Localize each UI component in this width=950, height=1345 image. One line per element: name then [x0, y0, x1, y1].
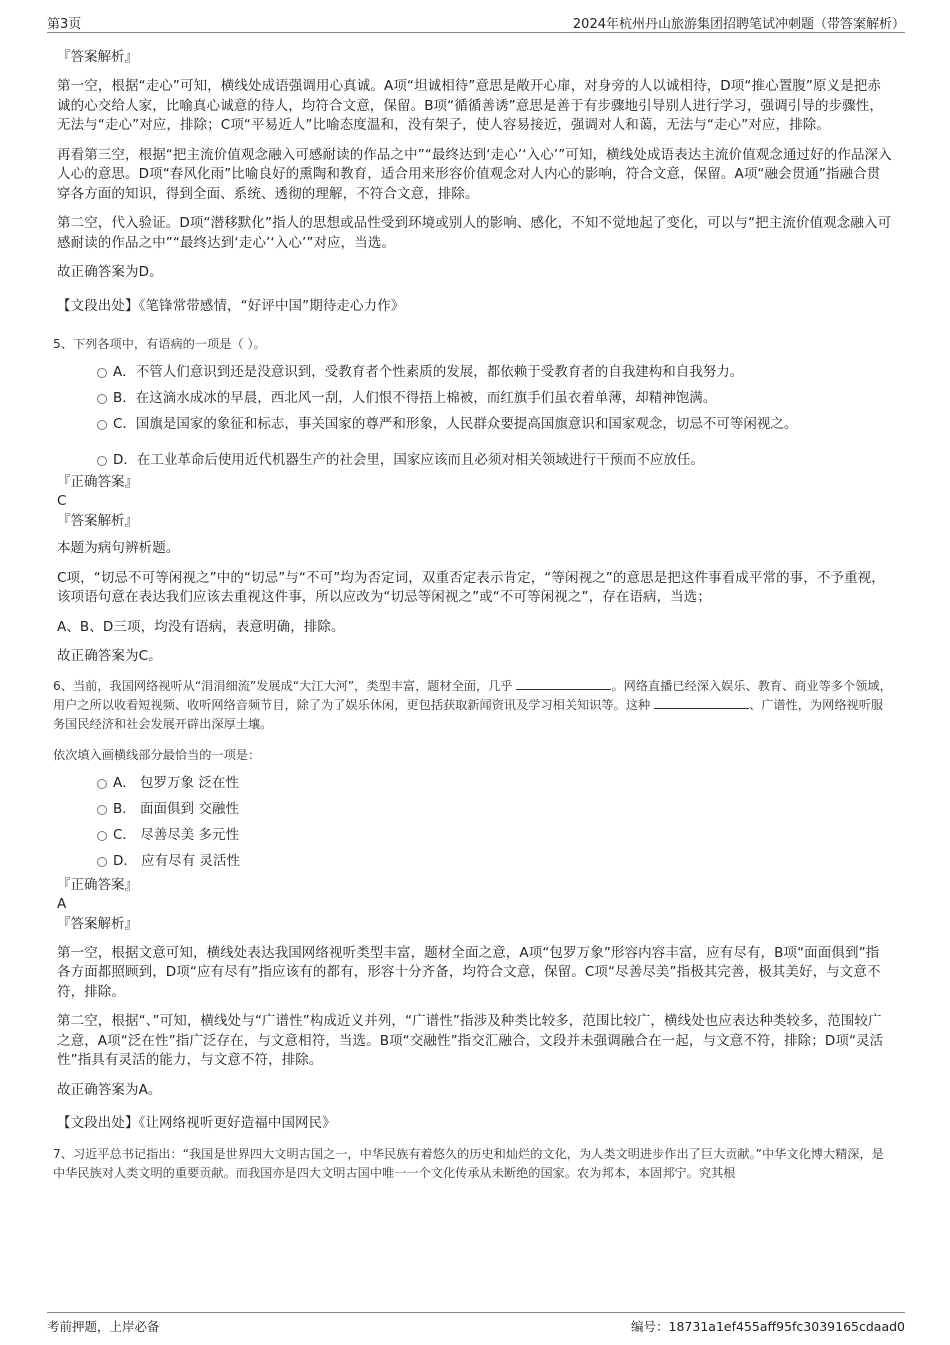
fill-blank — [516, 679, 611, 690]
radio-button[interactable] — [97, 779, 107, 789]
analysis-tag: 『答案解析』 — [57, 49, 138, 65]
correct-answer: A — [57, 895, 67, 912]
radio-button[interactable] — [97, 394, 107, 404]
radio-button[interactable] — [97, 805, 107, 815]
question-7: 7、习近平总书记指出：“我国是世界四大文明古国之一，中华民族有着悠久的历史和灿烂的文化，为人类文明进步作出了巨大贡献。”中华文化博大精深，是中华民族对人类文明的重要贡献。而我国亦是四大文明古国中唯一一个文化传承从未断绝的国家。农为邦本，本固邦宁。究其根 — [53, 1146, 884, 1180]
conclusion: 故正确答案为A。 — [57, 1081, 162, 1098]
question-5: 5、下列各项中，有语病的一项是（ ）。 — [53, 337, 266, 351]
option-b[interactable]: B．在这滴水成冰的早晨，西北风一刮，人们恨不得捂上棉被，而红旗手们虽衣着单薄，却精神饱满。 — [57, 388, 892, 414]
instruction: 依次填入画横线部分最恰当的一项是： — [53, 747, 261, 762]
source-citation: 【文段出处】《笔锋常带感情，“好评中国”期待走心力作》 — [57, 297, 405, 314]
analysis-paragraph: 第一空，根据文意可知，横线处表达我国网络视听类型丰富，题材全面之意，A项“包罗万象”形容内容丰富，应有尽有，B项“面面俱到”指各方面都照顾到，D项“应有尽有”指应该有的都有，形容十分齐备，均符合文意，保留。C项“尽善尽美”指极其完善，极其美好，与文意不符，排除。 — [57, 944, 881, 1000]
fill-blank — [654, 698, 749, 709]
source-citation: 【文段出处】《让网络视听更好造福中国网民》 — [57, 1115, 336, 1131]
radio-button[interactable] — [97, 831, 107, 841]
option-a[interactable]: A． 包罗万象 泛在性 — [57, 773, 892, 799]
analysis-paragraph: 本题为病句辨析题。 — [57, 540, 180, 556]
conclusion: 故正确答案为C。 — [57, 648, 162, 664]
analysis-paragraph: 第一空，根据“走心”可知，横线处成语强调用心真诚。A项“坦诚相待”意思是敞开心扉，对身旁的人以诚相待，D项“推心置腹”原义是把赤诚的心交给人家，比喻真心诚意的待人，均符合文意，保留。B项“循循善诱”意思是善于有步骤地引导别人进行学习，强调引导的步骤性，无法与“走心”对应，排除；C项“平易近人”比喻态度温和，没有架子，使人容易接近，强调对人和蔼，无法与“走心”对应，排除。 — [57, 78, 883, 133]
correct-answer-tag: 『正确答案』 — [57, 474, 138, 490]
radio-button[interactable] — [97, 368, 107, 378]
analysis-paragraph: 再看第三空，根据“把主流价值观念融入可感耐读的作品之中”“最终达到‘走心’‘入心’”可知，横线处成语表达主流价值观念通过好的作品深入人心的意思。D项“春风化雨”比喻良好的熏陶和教育，适合用来形容价值观念对人内心的影响，符合文意，保留。A项“融会贯通”指融合贯穿各方面的知识，得到全面、系统、透彻的理解，不符合文意，排除。 — [57, 146, 892, 202]
analysis-paragraph: 第二空，根据“、”可知，横线处与“广谱性”构成近义并列，“广谱性”指涉及种类比较多，范围比较广，横线处也应表达种类较多，范围较广之意，A项“泛在性”指广泛存在，与文意相符，当选。B项“交融性”指交汇融合，文段并未强调融合在一起，与文意不符，排除；D项“灵活性”指具有灵活的能力，与文意不符，排除。 — [57, 1013, 884, 1068]
option-a[interactable]: A．不管人们意识到还是没意识到，受教育者个性素质的发展，都依赖于受教育者的自我建构和自我努力。 — [57, 362, 892, 388]
option-b[interactable]: B． 面面俱到 交融性 — [57, 799, 892, 825]
option-d[interactable]: D． 应有尽有 灵活性 — [57, 851, 892, 875]
option-d[interactable]: D．在工业革命后使用近代机器生产的社会里，国家应该而且必须对相关领域进行干预而不应放任。 — [57, 450, 892, 472]
question-6: 6、当前，我国网络视听从“涓涓细流”发展成“大江大河”，类型丰富，题材全面，几乎 。网络直播已经深入娱乐、教育、商业等多个领域，用户之所以收看短视频、收听网络音频节目，除了为了娱乐休闲，更包括获取新闻资讯及学习相关知识等。这种 、广谱性，为网络视听服务国民经济和社会发展开辟出深厚土壤。 — [53, 678, 892, 731]
document-body — [53, 47, 892, 1183]
analysis-tag: 『答案解析』 — [57, 513, 138, 529]
option-c[interactable]: C．国旗是国家的象征和标志，事关国家的尊严和形象，人民群众要提高国旗意识和国家观念，切忌不可等闲视之。 — [57, 414, 892, 450]
analysis-tag: 『答案解析』 — [57, 915, 138, 932]
option-c[interactable]: C． 尽善尽美 多元性 — [57, 825, 892, 851]
analysis-paragraph: 第二空，代入验证。D项“潜移默化”指人的思想或品性受到环境或别人的影响、感化，不知不觉地起了变化，可以与“把主流价值观念融入可感耐读的作品之中”“最终达到‘走心’‘入心’”对应，当选。 — [57, 215, 892, 251]
document-id: 编号：18731a1ef455aff95fc3039165cdaad0 — [631, 1319, 905, 1334]
radio-button[interactable] — [97, 857, 107, 867]
page-number: 第3页 — [47, 17, 82, 32]
analysis-paragraph: C项，“切忌不可等闲视之”中的“切忌”与“不可”均为否定词，双重否定表示肯定，“等闲视之”的意思是把这件事看成平常的事，不予重视，该项语句意在表达我们应该去重视这件事，所以应改为“切忌等闲视之”或“不可等闲视之”，存在语病，当选； — [57, 569, 885, 605]
analysis-paragraph: A、B、D三项，均没有语病，表意明确，排除。 — [57, 618, 345, 635]
document-title: 2024年杭州丹山旅游集团招聘笔试冲刺题（带答案解析） — [572, 17, 905, 32]
correct-answer-tag: 『正确答案』 — [57, 876, 138, 893]
conclusion: 故正确答案为D。 — [57, 264, 163, 280]
page-footer — [47, 1312, 905, 1334]
correct-answer: C — [57, 493, 67, 509]
page-header — [47, 10, 905, 33]
radio-button[interactable] — [97, 420, 107, 430]
radio-button[interactable] — [97, 456, 107, 466]
footer-slogan: 考前押题，上岸必备 — [47, 1319, 160, 1334]
